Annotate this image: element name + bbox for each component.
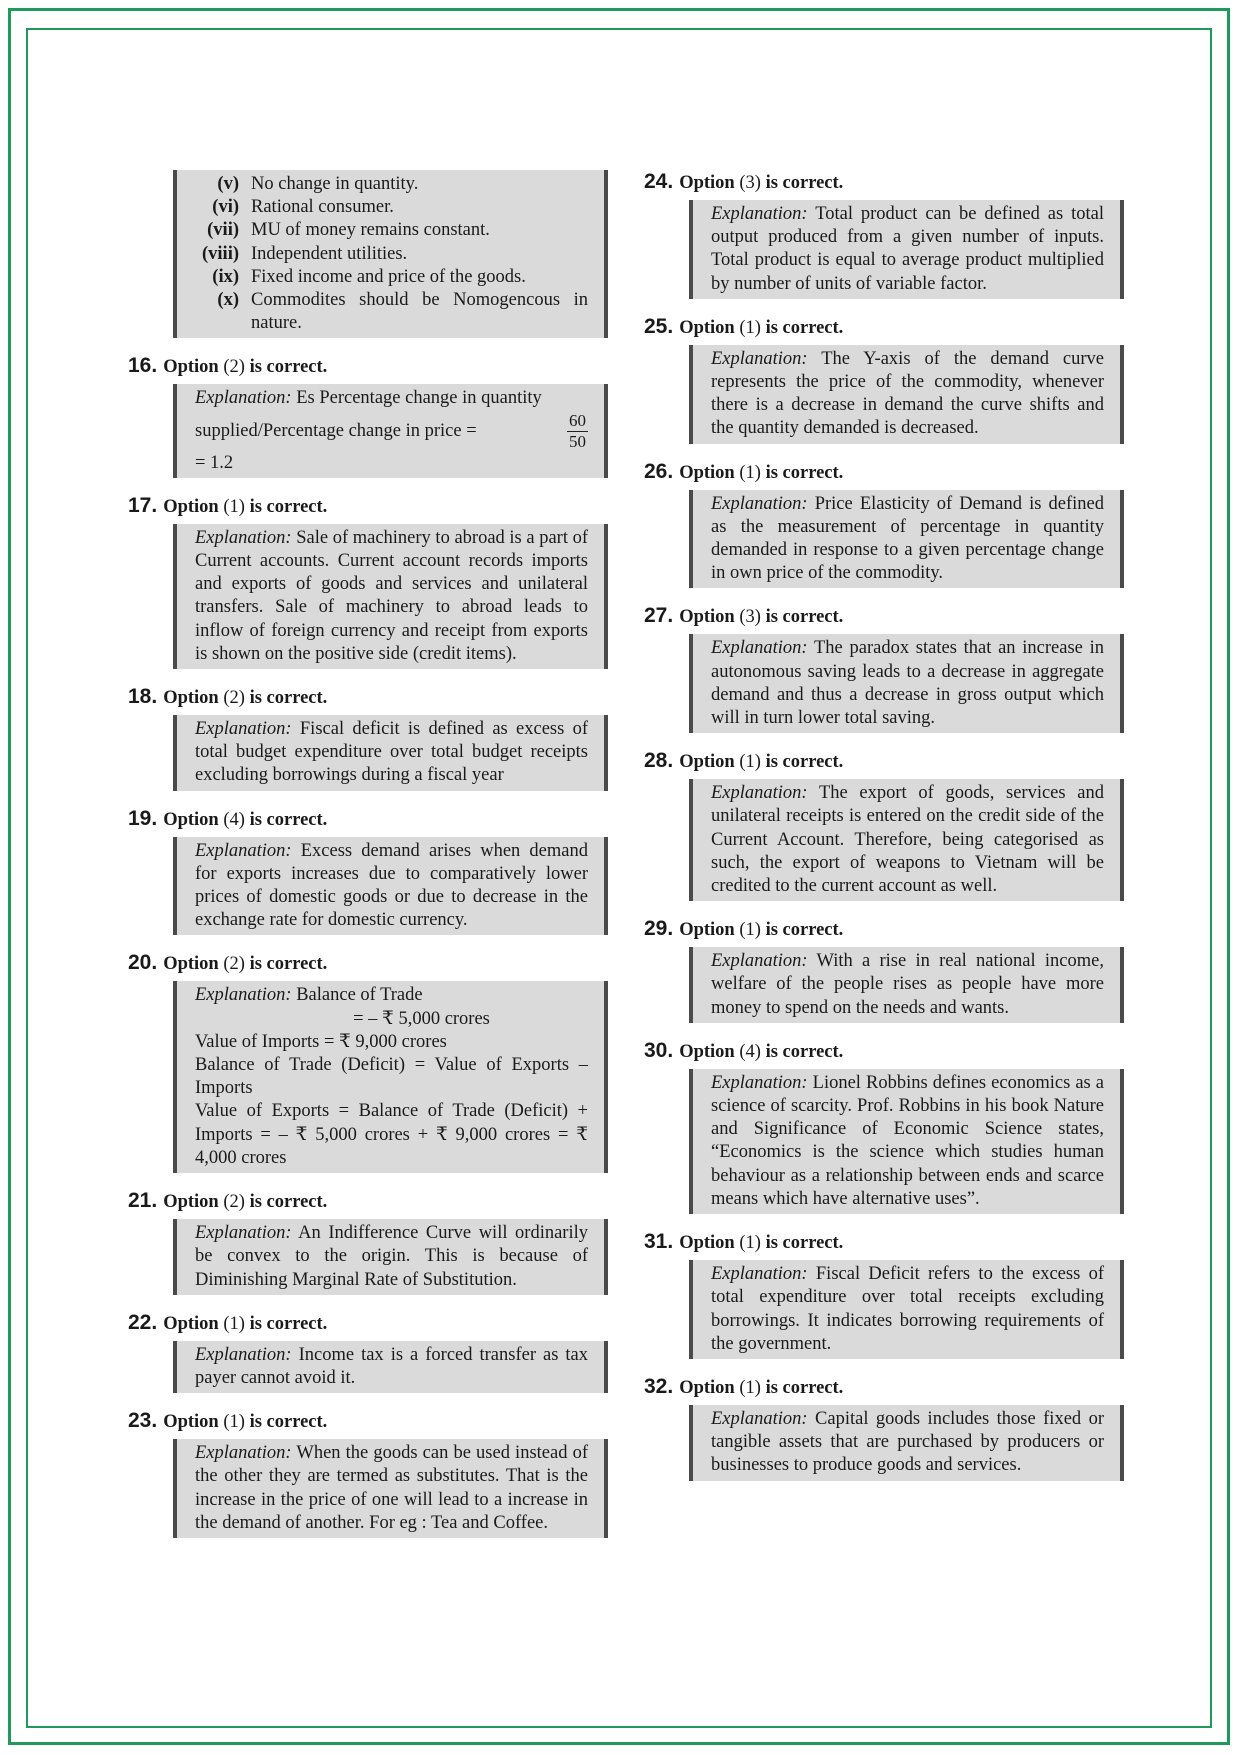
explanation-box: Explanation: Fiscal Deficit refers to the excess of total expenditure over total receipts excluding borrowings. It indicates borrowing requirements of the government. [689, 1260, 1124, 1359]
question-heading: 29. Option (1) is correct. [644, 917, 844, 941]
explanation-box: Explanation: Lionel Robbins defines economics as a science of scarcity. Prof. Robbins in his book Nature and Significance of Economic Science states, “Economics is the science which studies human behaviour as a relationship between ends and scarce means which have alternative uses”. [689, 1069, 1124, 1214]
question-28 [644, 749, 1124, 901]
question-heading: 18. Option (2) is correct. [128, 685, 328, 709]
fraction: $\frac{60}{50}$ [569, 410, 586, 451]
explanation-box: Explanation: Total product can be defined as total output produced from a given number of inputs. Total product is equal to average product multiplied by number of units of variable factor. [689, 200, 1124, 299]
question-26 [644, 460, 1124, 589]
question-heading: 31. Option (1) is correct. [644, 1230, 844, 1254]
left-column [128, 170, 608, 1554]
list-item: (v) No change in quantity. [217, 174, 419, 194]
question-heading: 17. Option (1) is correct. [128, 493, 328, 517]
explanation-box: Explanation: Es Percentage change in quantity supplied/Percentage change in price = $\frac{60}{50}$ = 1.2 [173, 384, 608, 477]
explanation-box: Explanation: Price Elasticity of Demand is defined as the measurement of percentage in quantity demanded in response to a given percentage change in own price of the commodity. [689, 490, 1124, 589]
question-16 [128, 354, 608, 477]
right-column [644, 170, 1124, 1497]
fraction-line: supplied/Percentage change in price = $\frac{60}{50}$ [195, 410, 586, 451]
explanation-box: Explanation: Balance of Trade = – ₹ 5,000 crores Value of Imports = ₹ 9,000 crores Balance of Trade (Deficit) = Value of Exports – Imports Value of Exports = Balance of Trade (Deficit) + Imports = – ₹ 5,000 crores + ₹ 9,000 crores = ₹ 4,000 crores [173, 981, 608, 1173]
pre-list-box [173, 170, 608, 338]
question-heading: 30. Option (4) is correct. [644, 1038, 844, 1062]
explanation-box: Explanation: Sale of machinery to abroad is a part of Current accounts. Current account records imports and exports of goods and services and unilateral transfers. Sale of machinery to abroad leads to inflow of foreign currency and receipt from exports is shown on the positive side (credit items). [173, 524, 608, 669]
question-heading: 27. Option (3) is correct. [644, 604, 844, 628]
question-heading: 21. Option (2) is correct. [128, 1189, 328, 1213]
question-heading: 32. Option (1) is correct. [644, 1374, 844, 1398]
question-27 [644, 604, 1124, 733]
list-item: (viii) Independent utilities. [202, 243, 408, 264]
question-24 [644, 170, 1124, 299]
question-heading: 25. Option (1) is correct. [644, 314, 844, 338]
question-heading: 19. Option (4) is correct. [128, 806, 328, 830]
question-31 [644, 1230, 1124, 1359]
question-29 [644, 917, 1124, 1023]
question-heading: 28. Option (1) is correct. [644, 749, 844, 773]
question-32 [644, 1375, 1124, 1481]
list-item: (x) Commodites should be Nomogencous in nature. [217, 290, 588, 334]
question-22 [128, 1311, 608, 1393]
question-heading: 26. Option (1) is correct. [644, 459, 844, 483]
question-heading: 20. Option (2) is correct. [128, 951, 328, 975]
explanation-box: Explanation: The paradox states that an increase in autonomous saving leads to a decrease in aggregate demand and thus a decrease in gross output which will in turn lower total saving. [689, 634, 1124, 733]
explanation-box: Explanation: When the goods can be used instead of the other they are termed as substitutes. That is the increase in the price of one will lead to a increase in the demand of another. For eg : Tea and Coffee. [173, 1439, 608, 1538]
question-20 [128, 951, 608, 1173]
question-17 [128, 494, 608, 669]
list-item: (vii) MU of money remains constant. [207, 220, 490, 241]
question-19 [128, 807, 608, 936]
explanation-box: Explanation: Capital goods includes those fixed or tangible assets that are purchased by producers or businesses to produce goods and services. [689, 1405, 1124, 1481]
explanation-box: Explanation: The Y-axis of the demand curve represents the price of the commodity, whenever there is a decrease in demand the curve shifts and the quantity demanded is decreased. [689, 345, 1124, 444]
assumptions-list [195, 173, 588, 335]
explanation-box: Explanation: The export of goods, services and unilateral receipts is entered on the credit side of the Current Account. Therefore, being categorised as such, the export of weapons to Vietnam will be credited to the current account as well. [689, 779, 1124, 901]
list-item: (ix) Fixed income and price of the goods. [212, 266, 526, 287]
question-25 [644, 315, 1124, 444]
explanation-box: Explanation: Income tax is a forced transfer as tax payer cannot avoid it. [173, 1341, 608, 1393]
question-21 [128, 1189, 608, 1295]
explanation-box: Explanation: An Indifference Curve will ordinarily be convex to the origin. This is because of Diminishing Marginal Rate of Substitution. [173, 1219, 608, 1295]
question-18 [128, 685, 608, 791]
question-heading: 22. Option (1) is correct. [128, 1310, 328, 1334]
pre-list-block [128, 170, 608, 338]
question-heading: 16. Option (2) is correct. [128, 354, 328, 378]
list-item: (vi) Rational consumer. [212, 197, 394, 218]
explanation-box: Explanation: With a rise in real national income, welfare of the people rises as people have more money to spend on the needs and wants. [689, 947, 1124, 1023]
question-30 [644, 1039, 1124, 1214]
explanation-box: Explanation: Fiscal deficit is defined as excess of total budget expenditure over total budget receipts excluding borrowings during a fiscal year [173, 715, 608, 791]
question-heading: 24. Option (3) is correct. [644, 170, 844, 193]
question-heading: 23. Option (1) is correct. [128, 1409, 328, 1433]
explanation-box: Explanation: Excess demand arises when demand for exports increases due to comparatively lower prices of domestic goods or due to decrease in the exchange rate for domestic currency. [173, 837, 608, 936]
question-23 [128, 1409, 608, 1538]
